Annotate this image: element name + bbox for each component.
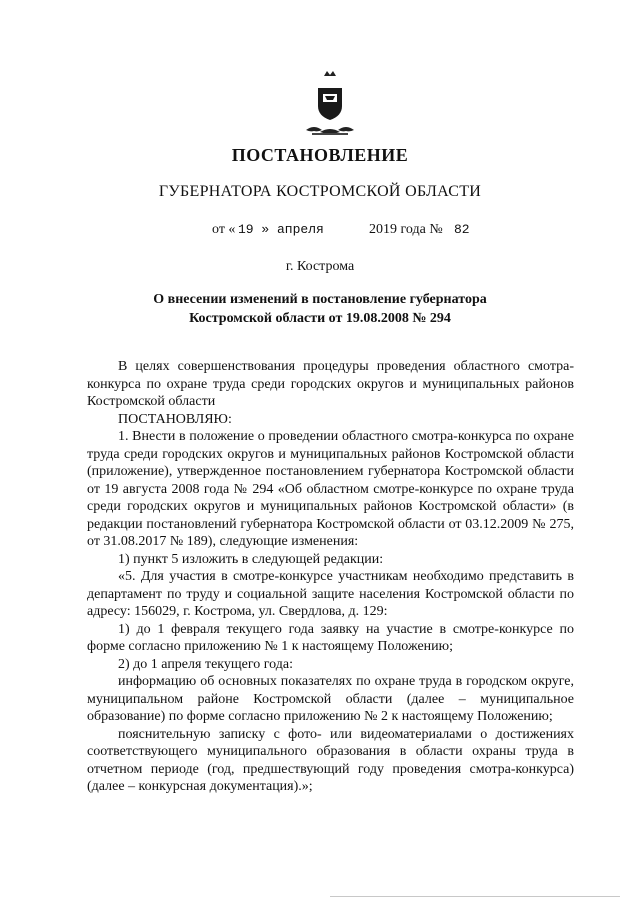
paragraph-decree: ПОСТАНОВЛЯЮ: xyxy=(118,411,232,427)
paragraph: 2) до 1 апреля текущего года: xyxy=(118,656,293,672)
heading-line: Костромской области от 19.08.2008 № 294 xyxy=(189,311,451,326)
document-title: ПОСТАНОВЛЕНИЕ xyxy=(231,145,409,165)
paragraph: 1. Внести в положение о проведении областного смотра-конкурса по охране труда среди городских округов и муниципальных районов Костромской области (приложение), утвержденное постановлением губернатора Костромской области от 19 августа 2008 года № 294 «Об областном смотре-конкурсе по охране труда среди городских округов и муниципальных районов Костромской области» (в редакции постановлений губернатора Костромской области от 03.12.2009 № 275, от 31.08.2017 № 189), следующие изменения: xyxy=(87,429,574,549)
divider xyxy=(330,896,620,897)
city-name: г. Кострома xyxy=(285,259,355,274)
paragraph: В целях совершенствования процедуры проведения областного смотра-конкурса по охране труда среди городских округов и муниципальных районов Костромской области xyxy=(87,359,574,409)
paragraph: информацию об основных показателях по охране труда в городском округе, муниципальном районе Костромской области (далее – муниципальное образование) по форме согласно приложению № 2 к настоящему Положению; xyxy=(87,674,574,724)
document-number: 82 xyxy=(454,222,470,237)
heading-line: О внесении изменений в постановление губернатора xyxy=(153,292,487,307)
date-day: 19 » апреля xyxy=(238,222,324,237)
paragraph: 1) до 1 февраля текущего года заявку на участие в смотре-конкурсе по форме согласно приложению № 1 к настоящему Положению; xyxy=(87,621,574,654)
document-subtitle: ГУБЕРНАТОРА КОСТРОМСКОЙ ОБЛАСТИ xyxy=(158,183,482,200)
date-year: 2019 года № xyxy=(369,222,443,237)
document-body xyxy=(87,358,574,796)
document-heading xyxy=(0,290,640,328)
coat-of-arms-icon xyxy=(298,70,362,140)
paragraph: пояснительную записку с фото- или видеоматериалами о достижениях соответствующего муниципального образования в области охраны труда в отчетном периоде (год, предшествующий году проведения смотра-конкурса) (далее – конкурсная документация).»; xyxy=(87,726,574,794)
paragraph: 1) пункт 5 изложить в следующей редакции: xyxy=(118,551,384,567)
date-prefix: от « xyxy=(212,222,236,237)
paragraph: «5. Для участия в смотре-конкурсе участникам необходимо представить в департамент по труду и социальной защите населения Костромской области по адресу: 156029, г. Кострома, ул. Свердлова, д. 129: xyxy=(87,569,574,619)
